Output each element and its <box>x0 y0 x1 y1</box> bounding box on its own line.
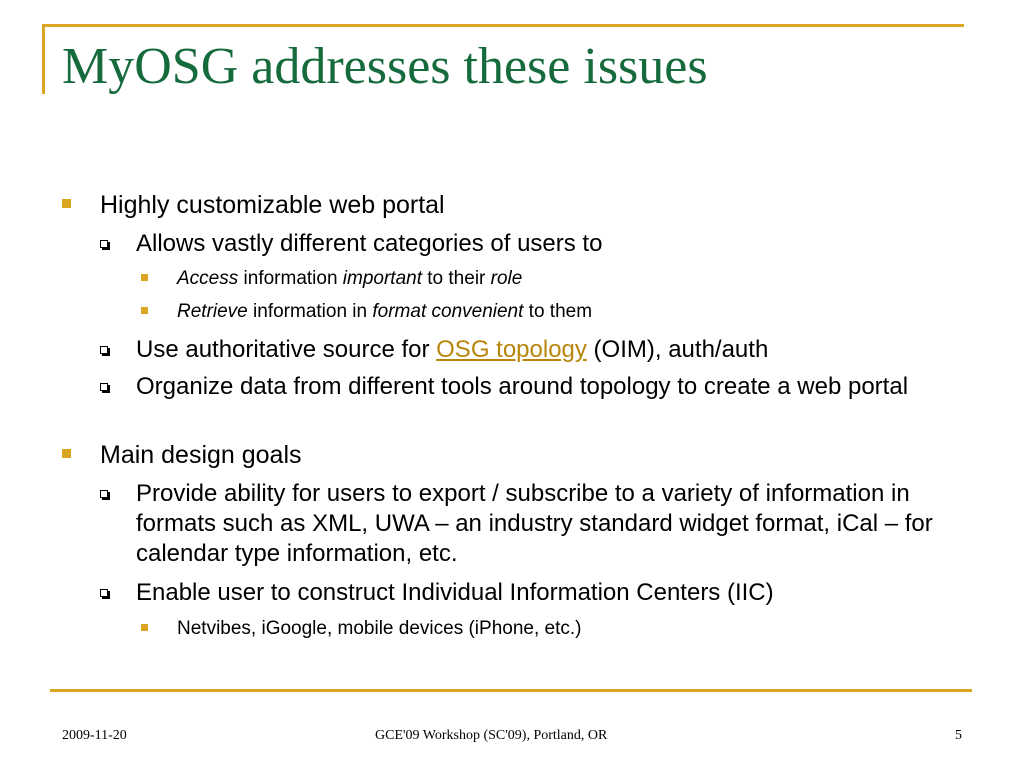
subsubbullet-retrieve <box>141 299 592 325</box>
footer-page-number: 5 <box>955 728 962 743</box>
title-frame-horizontal-rule <box>42 24 964 27</box>
bullet-text: Highly customizable web portal <box>100 191 445 219</box>
subsubbullet-text: Netvibes, iGoogle, mobile devices (iPhone, etc.) <box>177 618 582 639</box>
subbullet-enable-user <box>100 578 774 608</box>
subbullet-text: Organize data from different tools around topology to create a web portal <box>136 373 909 400</box>
text-segment: information <box>238 268 343 289</box>
emphasis-retrieve: Retrieve <box>177 301 248 322</box>
subbullet-text: Allows vastly different categories of users to <box>136 230 603 257</box>
subsubbullet-access <box>141 266 522 292</box>
text-segment: Use authoritative source for <box>136 336 437 363</box>
square-bullet-icon <box>62 449 71 458</box>
bullet-highly-customizable <box>62 190 445 220</box>
hollow-square-bullet-icon <box>100 240 108 248</box>
bullet-text: Main design goals <box>100 441 302 469</box>
hollow-square-bullet-icon <box>100 383 108 391</box>
text-segment: (OIM), auth/auth <box>586 336 769 363</box>
hollow-square-bullet-icon <box>100 589 108 597</box>
hollow-square-bullet-icon <box>100 490 108 498</box>
subbullet-text: Provide ability for users to export / subscribe to a variety of information in formats such as XML, UWA – an industry standard widget format, iCal – for calendar type information, etc. <box>136 480 933 567</box>
square-bullet-icon <box>62 199 71 208</box>
bullet-main-design-goals <box>62 440 302 470</box>
small-square-bullet-icon <box>141 274 148 281</box>
subbullet-organize-data <box>100 372 956 402</box>
small-square-bullet-icon <box>141 307 148 314</box>
emphasis-format-convenient: format convenient <box>372 301 524 322</box>
subbullet-authoritative-source <box>100 335 768 365</box>
footer-rule <box>50 689 972 692</box>
title-frame-vertical-rule <box>42 24 45 94</box>
emphasis-important: important <box>342 268 422 289</box>
subbullet-provide-ability <box>100 479 956 569</box>
text-segment: to them <box>523 301 593 322</box>
text-segment: information in <box>247 301 373 322</box>
subbullet-categories <box>100 229 602 259</box>
subsubbullet-netvibes <box>141 616 581 642</box>
subbullet-text: Enable user to construct Individual Information Centers (IIC) <box>136 579 774 606</box>
osg-topology-link[interactable]: OSG topology <box>436 336 587 363</box>
subsubbullet-text <box>177 266 522 292</box>
footer-event: GCE'09 Workshop (SC'09), Portland, OR <box>375 728 608 743</box>
small-square-bullet-icon <box>141 624 148 631</box>
hollow-square-bullet-icon <box>100 346 108 354</box>
subbullet-text <box>136 335 768 365</box>
text-segment: to their <box>422 268 491 289</box>
slide-title: MyOSG addresses these issues <box>62 38 708 95</box>
footer-date: 2009-11-20 <box>62 728 127 743</box>
subsubbullet-text <box>177 299 592 325</box>
emphasis-access: Access <box>177 268 239 289</box>
emphasis-role: role <box>490 268 523 289</box>
